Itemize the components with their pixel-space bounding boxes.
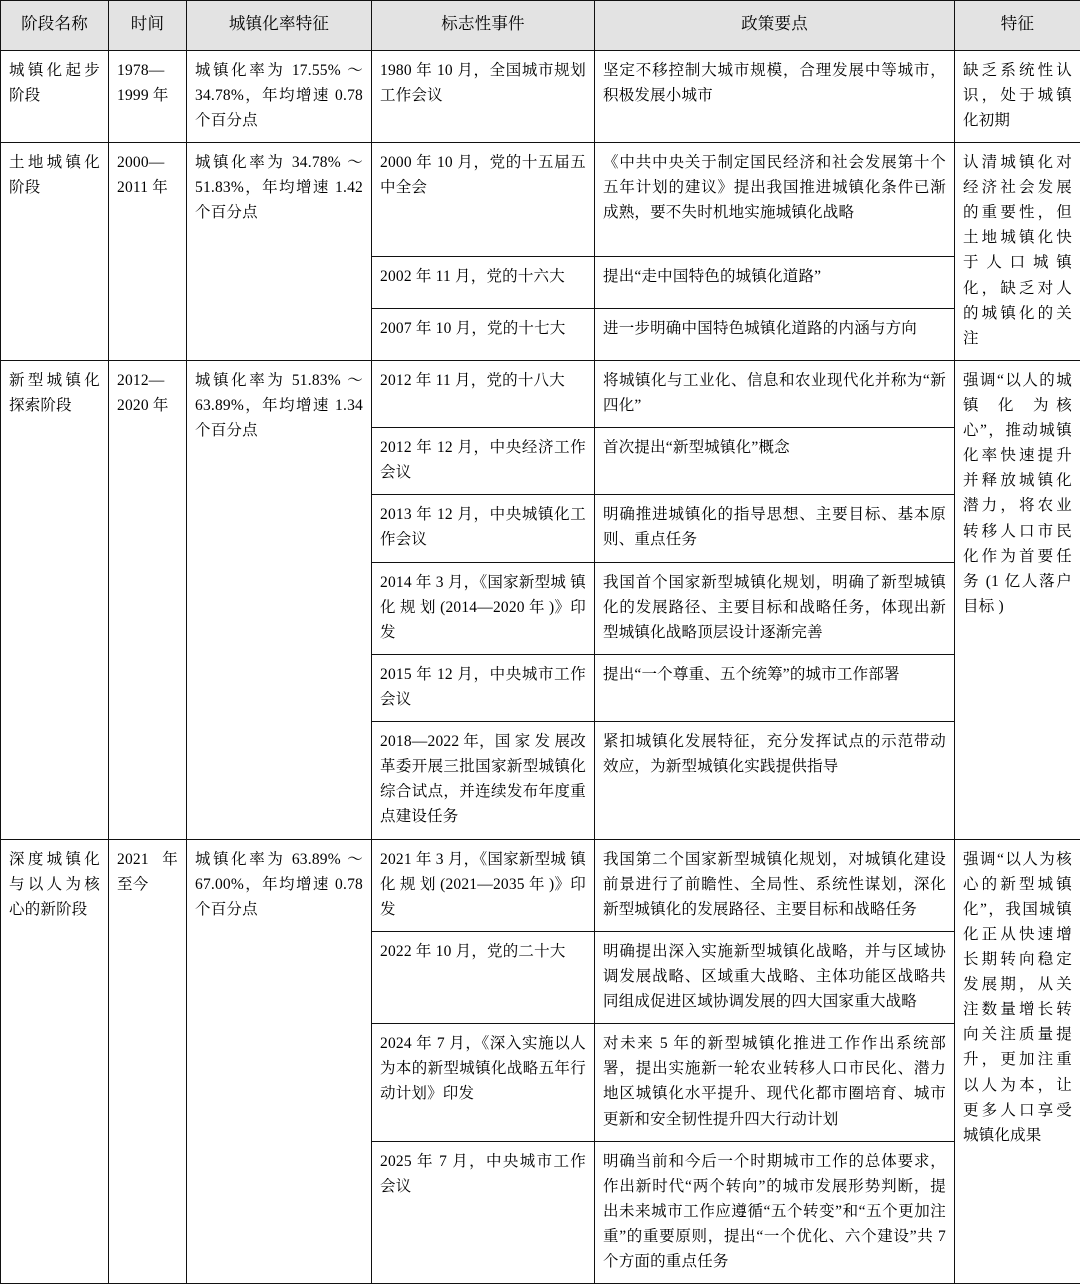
cell-feature: 认清城镇化对经济社会发展的重要性，但土地城镇化快于人口城镇化，缺乏对人的城镇化的关注 [955, 143, 1080, 361]
table-body [1, 50, 1080, 1283]
cell-policy: 我国第二个国家新型城镇化规划，对城镇化建设前景进行了前瞻性、全局性、系统性谋划，深化新型城镇化的发展路径、主要目标和战略任务 [595, 839, 955, 931]
cell-time: 2000—2011 年 [109, 143, 187, 361]
cell-policy: 提出“走中国特色的城镇化道路” [595, 256, 955, 308]
cell-stage: 深度城镇化与以人为核心的新阶段 [1, 839, 109, 1284]
cell-policy: 首次提出“新型城镇化”概念 [595, 428, 955, 495]
cell-policy: 进一步明确中国特色城镇化道路的内涵与方向 [595, 308, 955, 360]
table-row [1, 143, 1080, 257]
cell-rate: 城镇化率为 34.78% ～51.83%，年均增速 1.42 个百分点 [187, 143, 372, 361]
header-cell-time: 时间 [109, 1, 187, 51]
cell-policy: 对未来 5 年的新型城镇化推进工作作出系统部署，提出实施新一轮农业转移人口市民化、潜力地区城镇化水平提升、现代化都市圈培育、城市更新和安全韧性提升四大行动计划 [595, 1024, 955, 1141]
cell-stage: 土地城镇化阶段 [1, 143, 109, 361]
cell-event: 2018—2022 年，国 家 发 展改革委开展三批国家新型城镇化综合试点，并连续发布年度重点建设任务 [372, 722, 595, 839]
cell-policy: 明确当前和今后一个时期城市工作的总体要求，作出新时代“两个转向”的城市发展形势判断，提出未来城市工作应遵循“五个转变”和“五个更加注重”的重要原则，提出“一个优化、六个建设”共 7 个方面的重点任务 [595, 1141, 955, 1284]
header-row [1, 1, 1080, 51]
table-row [1, 50, 1080, 142]
cell-event: 2012 年 11 月，党的十八大 [372, 360, 595, 427]
cell-event: 2021 年 3 月，《国家新型城 镇 化 规 划 (2021—2035 年 )》印发 [372, 839, 595, 931]
cell-event: 2002 年 11 月，党的十六大 [372, 256, 595, 308]
cell-rate: 城镇化率为 51.83% ～63.89%，年均增速 1.34 个百分点 [187, 360, 372, 839]
header-cell-rate: 城镇化率特征 [187, 1, 372, 51]
cell-policy: 我国首个国家新型城镇化规划，明确了新型城镇化的发展路径、主要目标和战略任务，体现出新型城镇化战略顶层设计逐渐完善 [595, 562, 955, 654]
cell-rate: 城镇化率为 63.89% ～67.00%，年均增速 0.78 个百分点 [187, 839, 372, 1284]
header-cell-event: 标志性事件 [372, 1, 595, 51]
cell-stage: 新型城镇化探索阶段 [1, 360, 109, 839]
cell-event: 2007 年 10 月，党的十七大 [372, 308, 595, 360]
table-row [1, 360, 1080, 427]
cell-time: 1978—1999 年 [109, 50, 187, 142]
cell-policy: 《中共中央关于制定国民经济和社会发展第十个五年计划的建议》提出我国推进城镇化条件已渐成熟，要不失时机地实施城镇化战略 [595, 143, 955, 257]
cell-event: 2022 年 10 月，党的二十大 [372, 931, 595, 1023]
table-header [1, 1, 1080, 51]
cell-time: 2012—2020 年 [109, 360, 187, 839]
cell-event: 2012 年 12 月，中央经济工作会议 [372, 428, 595, 495]
cell-policy: 紧扣城镇化发展特征，充分发挥试点的示范带动效应，为新型城镇化实践提供指导 [595, 722, 955, 839]
cell-event: 2000 年 10 月，党的十五届五中全会 [372, 143, 595, 257]
cell-feature: 强调“以人的城 镇 化 为核心”，推动城镇化率快速提升并释放城镇化潜力，将农业转移人口市民化作为首要任务 (1 亿人落户目标 ) [955, 360, 1080, 839]
cell-event: 1980 年 10 月，全国城市规划工作会议 [372, 50, 595, 142]
cell-policy: 提出“一个尊重、五个统筹”的城市工作部署 [595, 654, 955, 721]
header-cell-stage: 阶段名称 [1, 1, 109, 51]
table-row [1, 839, 1080, 931]
cell-stage: 城镇化起步阶段 [1, 50, 109, 142]
cell-policy: 将城镇化与工业化、信息和农业现代化并称为“新四化” [595, 360, 955, 427]
cell-feature: 强调“以人为核心的新型城镇化”，我国城镇化正从快速增长期转向稳定发展期，从关注数量增长转向关注质量提升，更加注重以人为本，让更多人口享受城镇化成果 [955, 839, 1080, 1284]
cell-rate: 城镇化率为 17.55% ～34.78%，年均增速 0.78 个百分点 [187, 50, 372, 142]
cell-policy: 坚定不移控制大城市规模，合理发展中等城市，积极发展小城市 [595, 50, 955, 142]
cell-policy: 明确提出深入实施新型城镇化战略，并与区域协调发展战略、区域重大战略、主体功能区战略共同组成促进区域协调发展的四大国家重大战略 [595, 931, 955, 1023]
cell-policy: 明确推进城镇化的指导思想、主要目标、基本原则、重点任务 [595, 495, 955, 562]
header-cell-policy: 政策要点 [595, 1, 955, 51]
cell-event: 2013 年 12 月，中央城镇化工作会议 [372, 495, 595, 562]
cell-event: 2015 年 12 月，中央城市工作会议 [372, 654, 595, 721]
cell-feature: 缺乏系统性认识，处于城镇化初期 [955, 50, 1080, 142]
cell-event: 2014 年 3 月，《国家新型城 镇 化 规 划 (2014—2020 年 )》印发 [372, 562, 595, 654]
cell-event: 2024 年 7 月，《深入实施以人为本的新型城镇化战略五年行动计划》印发 [372, 1024, 595, 1141]
header-cell-feature: 特征 [955, 1, 1080, 51]
cell-event: 2025 年 7 月，中央城市工作会议 [372, 1141, 595, 1284]
cell-time: 2021 年至今 [109, 839, 187, 1284]
